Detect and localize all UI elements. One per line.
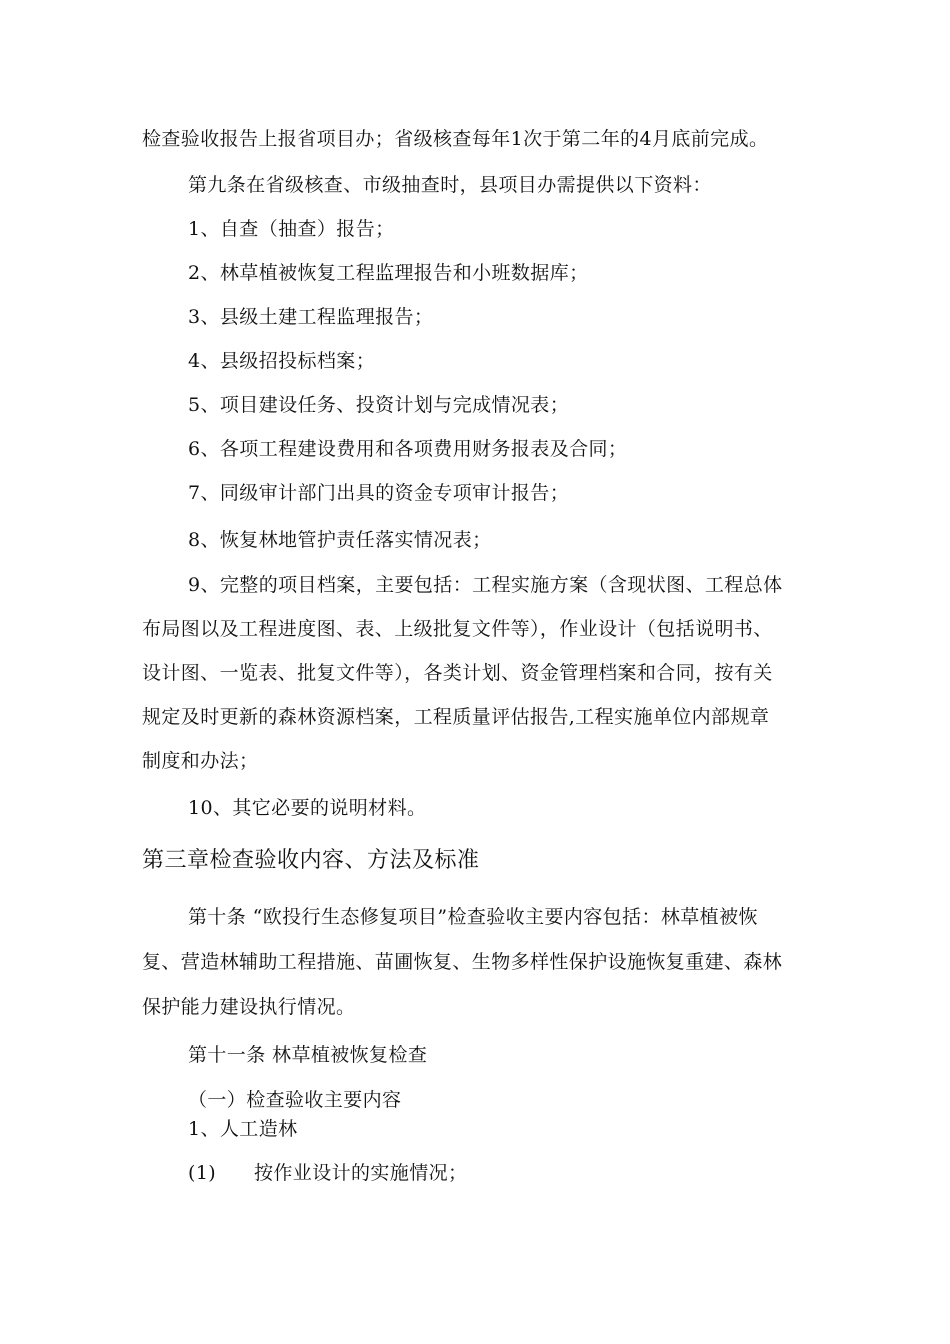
subsection-1-title: 1、人工造林 [188, 1118, 298, 1140]
paragraph-intro-tail: 检查验收报告上报省项目办；省级核查每年1次于第二年的4月底前完成。 [142, 128, 769, 150]
list-item: 4、县级招投标档案； [188, 350, 376, 372]
list-item: 8、恢复林地管护责任落实情况表； [188, 529, 492, 551]
numbered-item-label: (1) [188, 1162, 217, 1184]
list-item-9-line-2: 布局图以及工程进度图、表、上级批复文件等），作业设计（包括说明书、 [142, 618, 773, 640]
list-item: 6、各项工程建设费用和各项费用财务报表及合同； [188, 438, 628, 460]
numbered-item-text: 按作业设计的实施情况； [254, 1162, 468, 1184]
list-item: 3、县级土建工程监理报告； [188, 306, 434, 328]
list-item-10: 10、其它必要的说明材料。 [188, 797, 427, 819]
article-10-line-1: 第十条 “欧投行生态修复项目”检查验收主要内容包括：林草植被恢 [188, 906, 758, 928]
article-10-line-3: 保护能力建设执行情况。 [142, 996, 356, 1018]
article-11-title: 第十一条 林草植被恢复检查 [188, 1044, 428, 1066]
chapter-3-heading: 第三章检查验收内容、方法及标准 [142, 848, 480, 873]
section-1-title: （一）检查验收主要内容 [188, 1089, 402, 1111]
list-item: 5、项目建设任务、投资计划与完成情况表； [188, 394, 570, 416]
numbered-item-1 [188, 1160, 832, 1186]
list-item-9-line-1: 9、完整的项目档案，主要包括：工程实施方案（含现状图、工程总体 [188, 574, 783, 596]
article-9-title: 第九条在省级核查、市级抽查时，县项目办需提供以下资料： [188, 174, 712, 196]
list-item: 7、同级审计部门出具的资金专项审计报告； [188, 482, 570, 504]
list-item: 2、林草植被恢复工程监理报告和小班数据库； [188, 262, 589, 284]
list-item-9-line-5: 制度和办法； [142, 750, 259, 772]
list-item-9-line-4: 规定及时更新的森林资源档案，工程质量评估报告,工程实施单位内部规章 [142, 706, 770, 728]
list-item: 1、自查（抽查）报告； [188, 218, 395, 240]
list-item-9-line-3: 设计图、一览表、批复文件等），各类计划、资金管理档案和合同，按有关 [142, 662, 773, 684]
article-10-line-2: 复、营造林辅助工程措施、苗圃恢复、生物多样性保护设施恢复重建、森林 [142, 951, 783, 973]
